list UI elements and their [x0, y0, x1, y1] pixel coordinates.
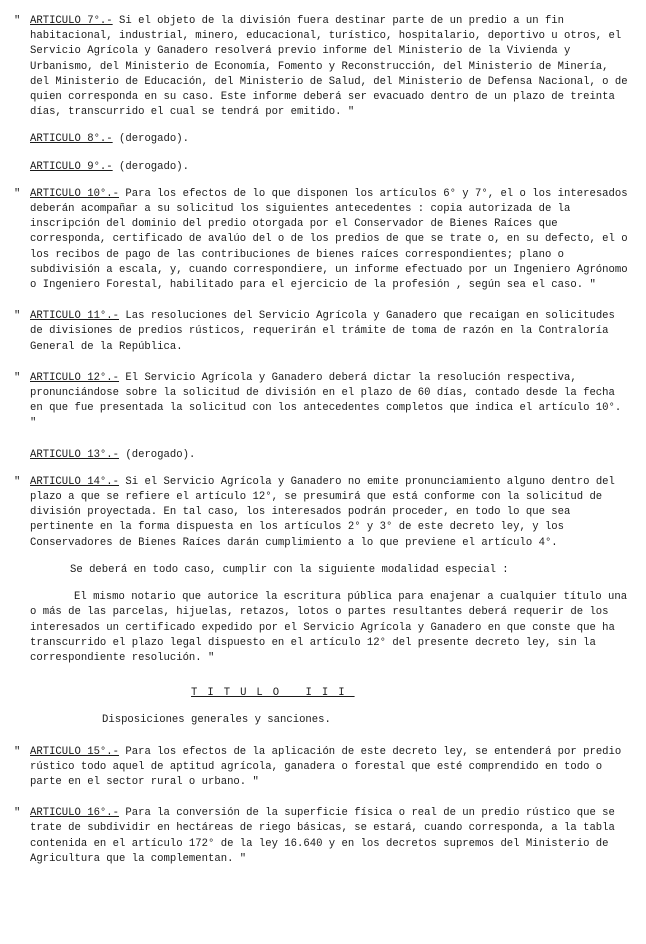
article-heading: ARTICULO 10°.-: [30, 187, 120, 200]
quote-mark: ": [14, 371, 21, 384]
article-15: [14, 745, 628, 791]
article-text: Para la conversión de la superficie física o real de un predio rústico que se trate de subdividir en hectáreas de riego básicas, se estará, cuando corresponda, a la tabla contenida en el artículo 172° de la ley 16.640 y en los decretos supremos del Ministerio de Agricultura que la complementan. ": [30, 807, 615, 865]
section-subtitle: Disposiciones generales y sanciones.: [102, 714, 331, 727]
quote-mark: ": [14, 310, 21, 323]
notario-paragraph: [26, 590, 628, 666]
article-heading: ARTICULO 15°.-: [30, 745, 120, 758]
article-text: Si el Servicio Agrícola y Ganadero no emite pronunciamiento alguno dentro del plazo a que se refiere el artículo 12°, se presumirá que está conforme con la solicitud de división proyectada. En tal caso, los interesados podrán proceder, en todo lo que sea pertinente en la forma dispuesta en los artículos 2° y 3° de este decreto ley, y los Conservadores de Bienes Raíces darán cumplimiento a lo que previene el artículo 4°.: [30, 475, 615, 549]
notario-text: El mismo notario que autorice la escritura pública para enajenar a cualquier título una o más de las parcelas, hijuelas, retazos, lotos o partes resultantes deberá requerir de los interesados un certificado expedido por el Servicio Agrícola y Ganadero en que conste que ha transcurrido el plazo legal dispuesto en el artículo 12° del presente decreto ley, sin la correspondiente resolución. ": [30, 591, 628, 664]
article-heading: ARTICULO 7°.-: [30, 15, 113, 27]
article-text: (derogado).: [119, 133, 189, 146]
article-heading: ARTICULO 9°.-: [30, 160, 113, 173]
quote-mark: ": [14, 745, 21, 758]
article-text: El Servicio Agrícola y Ganadero deberá dictar la resolución respectiva, pronunciándose sobre la solicitud de división en el plazo de 60 días, contado desde la fecha en que fue presentada la solicitud con los antecedentes completos que indica el artículo 10°. ": [30, 371, 622, 430]
article-13: [26, 448, 628, 463]
article-text: (derogado).: [125, 448, 196, 461]
article-heading: ARTICULO 16°.-: [30, 807, 120, 820]
quote-mark: ": [14, 807, 21, 820]
modalidad-line: Se deberá en todo caso, cumplir con la siguiente modalidad especial :: [70, 563, 509, 576]
article-heading: ARTICULO 11°.-: [30, 310, 120, 323]
quote-mark: ": [14, 475, 21, 488]
article-text: Para los efectos de la aplicación de este decreto ley, se entenderá por predio rústico todo aquel de aptitud agrícola, ganadera o forestal que esté comprendido en todo o parte en el sector rural o urbano. ": [30, 745, 622, 788]
article-text: Si el objeto de la división fuera destinar parte de un predio a un fin habitacional, industrial, minero, educacional, turístico, hospitalario, deportivo u otros, el Servicio Agrícola y Ganadero resolverá previo informe del Ministerio de la Vivienda y Urbanismo, del Ministerio de Economía, Fomento y Reconstrucción, del Ministerio de Minería, del Ministerio de Educación, del Ministerio de Salud, del Ministerio de Defensa Nacional, o de quien corresponda en su caso. Este informe deberá ser evacuado dentro de un plazo de treinta días, transcurrido el cual se tendrá por emitido. ": [30, 15, 628, 119]
article-7: [14, 14, 628, 120]
article-11: [14, 309, 628, 355]
article-heading: ARTICULO 12°.-: [30, 371, 120, 384]
article-16: [14, 806, 628, 867]
article-12: [14, 371, 628, 432]
article-10: [14, 187, 628, 293]
article-heading: ARTICULO 13°.-: [30, 448, 120, 461]
section-title: TITULO III: [191, 687, 355, 700]
article-8: [26, 132, 628, 147]
quote-mark: ": [14, 15, 21, 27]
quote-mark: ": [14, 187, 21, 200]
article-14: [14, 475, 628, 551]
article-text: Las resoluciones del Servicio Agrícola y Ganadero que recaigan en solicitudes de divisiones de predios rústicos, requerirán el trámite de toma de razón en la Contraloría General de la República.: [30, 310, 615, 353]
article-heading: ARTICULO 8°.-: [30, 133, 113, 146]
article-text: (derogado).: [119, 160, 189, 173]
article-text: Para los efectos de lo que disponen los artículos 6° y 7°, el o los interesados deberán acompañar a su solicitud los siguientes antecedentes : copia autorizada de la inscripción del dominio del predio otorgada por el Conservador de Bienes Raíces que corresponda, certificado de avalúo del o de los predios de que se trate o, en su defecto, el o los recibos de pago de las contribuciones de bienes raíces correspondientes; plano o subdivisión a escala, y, cuando correspondiere, un informe efectuado por un Ingeniero Agrónomo o Ingeniero Forestal, habilitado para el ejercicio de la profesión , según sea el caso. ": [30, 187, 628, 292]
article-heading: ARTICULO 14°.-: [30, 475, 120, 488]
article-9: [26, 160, 628, 175]
